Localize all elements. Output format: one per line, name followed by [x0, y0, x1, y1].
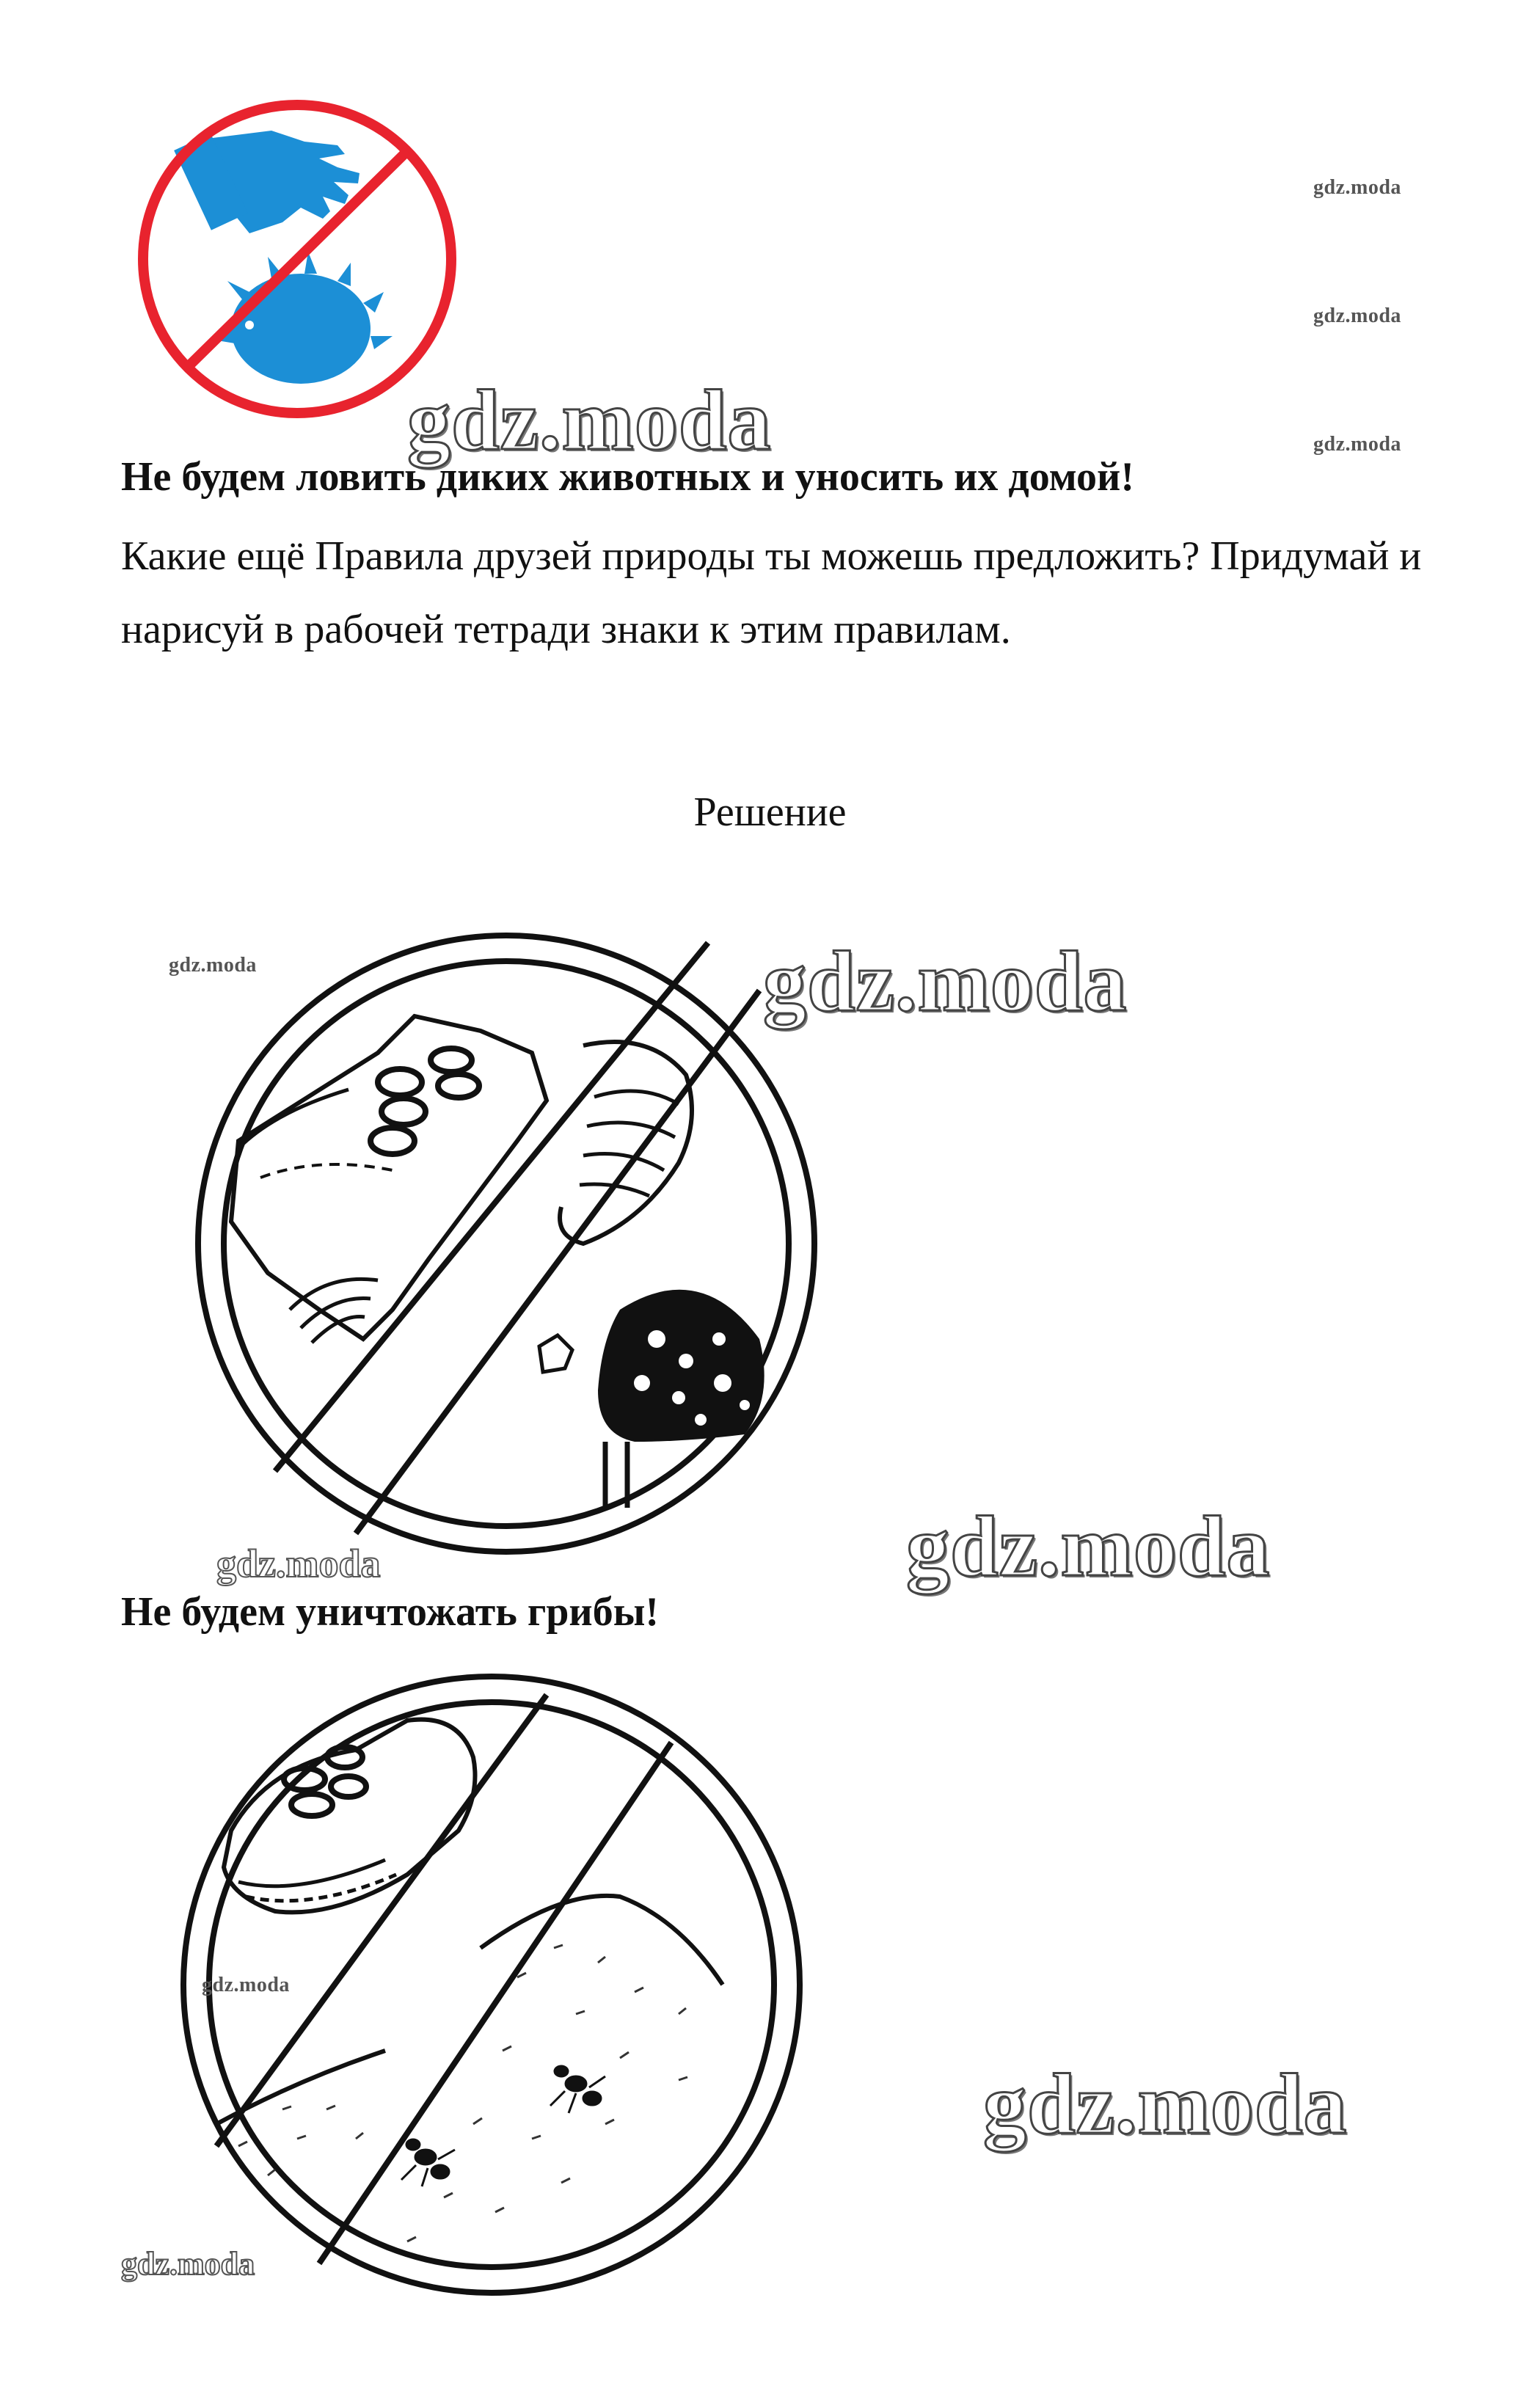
watermark: gdz.moda [216, 1542, 381, 1586]
watermark-large: gdz.moda [906, 1498, 1271, 1594]
rule-caption: Не будем уничтожать грибы! [121, 1589, 660, 1635]
watermark: gdz.moda [1313, 304, 1401, 327]
watermark: gdz.moda [1313, 433, 1401, 456]
watermark-large: gdz.moda [407, 372, 772, 468]
watermark: gdz.moda [121, 2246, 255, 2282]
watermark: gdz.moda [202, 1974, 290, 1996]
rule-caption: Не будем ловить диких животных и уносить их домой! [121, 454, 1134, 500]
solution-title: Решение [693, 789, 847, 835]
question-text: Какие ещё Правила друзей природы ты можешь предложить? Придумай и нарисуй в рабочей тетради знаки к этим правилам. [121, 533, 1422, 652]
watermark: gdz.moda [169, 954, 257, 977]
sign-no-trampling-mushrooms [172, 928, 840, 1559]
watermark-large: gdz.moda [763, 933, 1128, 1029]
no-trampling-mushrooms-sign-icon [172, 928, 840, 1559]
watermark-large: gdz.moda [983, 2056, 1348, 2152]
watermark: gdz.moda [1313, 176, 1401, 199]
